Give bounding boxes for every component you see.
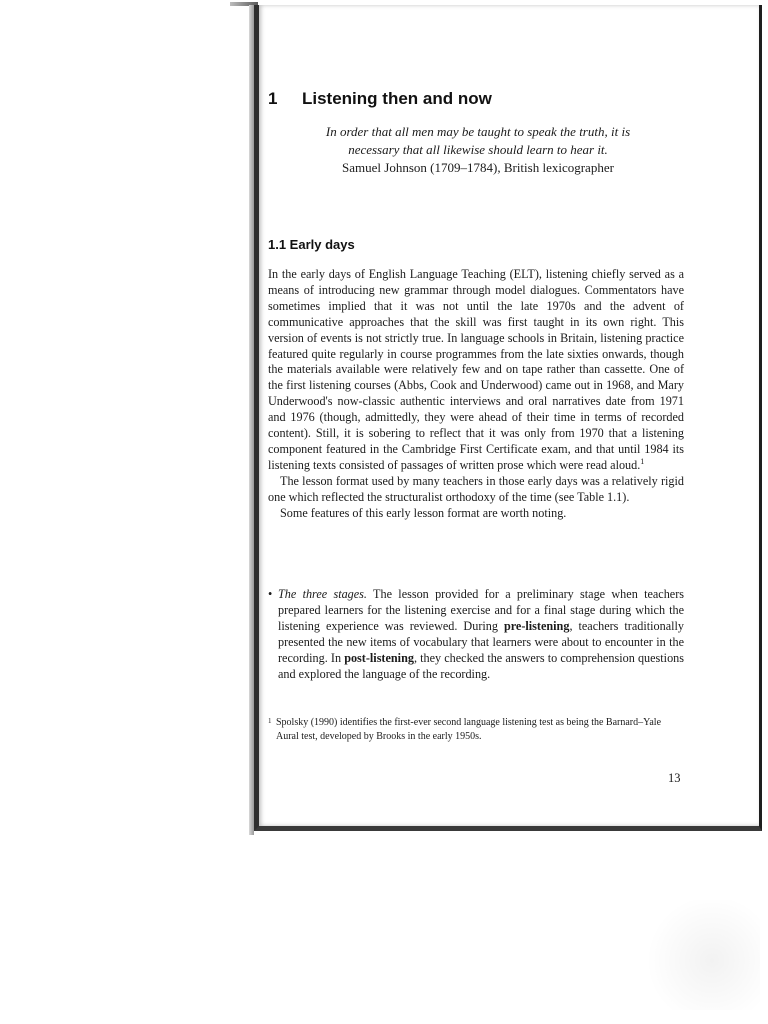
bullet-text-part-1: The lesson provided for a preliminary stage when teachers prepared learners for the listening exercise and for a final stage during which the listening experience was reviewed. During <box>278 587 684 633</box>
paragraph-1 <box>268 267 684 474</box>
bullet-text-part-2: , teachers traditionally presented the new items of vocabulary that learners were about to encounter in the recording. In <box>278 618 684 665</box>
footnote-reference: 1 <box>640 456 645 466</box>
paragraph-3: Some features of this early lesson format are worth noting. <box>280 505 567 520</box>
book-page <box>254 5 762 831</box>
body-text <box>268 267 684 522</box>
epigraph-attribution: Samuel Johnson (1709–1784), British lexicographer <box>342 160 614 175</box>
footnote-text: Spolsky (1990) identifies the first-ever second language listening test as being the Barnard–Yale Aural test, developed by Brooks in the early 1950s. <box>276 717 662 742</box>
footnote <box>268 716 684 744</box>
chapter-title: Listening then and now <box>302 89 492 108</box>
bullet-text <box>278 587 684 682</box>
bullet-lead: The three stages. <box>278 587 367 601</box>
epigraph-quote-line-1: In order that all men may be taught to speak the truth, it is <box>325 124 631 139</box>
term-post-listening: post-listening <box>344 650 414 665</box>
epigraph-quote-line-2: necessary that all likewise should learn to hear it. <box>348 142 608 157</box>
section-heading: 1.1 Early days <box>268 237 355 252</box>
chapter-number: 1 <box>268 89 278 108</box>
paragraph-2: The lesson format used by many teachers in those early days was a relatively rigid one which reflected the structuralist orthodoxy of the time (see Table 1.1). <box>268 473 684 504</box>
bullet-text-part-3: , they checked the answers to comprehension questions and explored the language of the recording. <box>278 650 685 681</box>
paragraph-1-text: In the early days of English Language Teaching (ELT), listening chiefly served as a means of introducing new grammar through model dialogues. Commentators have sometimes implied that it was not until the late 1970s and the advent of communicative approaches that the skill was first taught in its own right. This version of events is not strictly true. In language schools in Britain, listening practice featured quite regularly in course programmes from the late sixties onwards, though the materials available were relatively few and on tape rather than cassette. One of the first listening courses (Abbs, Cook and Underwood) came out in 1968, and Mary Underwood's now-classic authentic interviews and oral narratives date from 1971 and 1976 (though, admittedly, they were ahead of their time in terms of recorded content). Still, it is sobering to reflect that it was only from 1970 that a listening component featured in the Cambridge First Certificate exam, and that until 1984 its listening texts consisted of passages of written prose which were read aloud. <box>268 267 684 472</box>
bullet-list-item <box>268 587 684 682</box>
scan-noise <box>640 900 760 1010</box>
footnote-mark: 1 <box>268 717 272 725</box>
term-pre-listening: pre-listening <box>503 618 570 633</box>
bullet-marker: • <box>268 587 273 601</box>
epigraph <box>268 123 688 177</box>
chapter-heading <box>268 89 688 109</box>
page-number: 13 <box>668 771 681 785</box>
